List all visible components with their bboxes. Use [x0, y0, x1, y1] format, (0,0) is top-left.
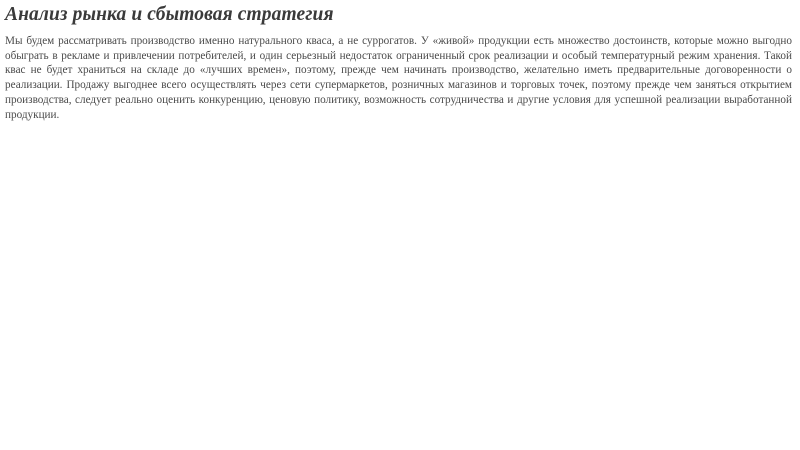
slide-title: Анализ рынка и сбытовая стратегия: [5, 4, 334, 25]
slide-body-text: Мы будем рассматривать производство именно натурального кваса, а не суррогатов. У «живой» продукции есть множество достоинств, которые можно выгодно обыграть в рекламе и привлечении потребителей, и один серьезный недостаток ограниченный срок реализации и особый температурный режим хранения. Такой квас не будет храниться на складе до «лучших времен», поэтому, прежде чем начинать производство, желательно иметь предварительные договоренности о реализации. Продажу выгоднее всего осуществлять через сети супермаркетов, розничных магазинов и торговых точек, поэтому прежде чем заняться открытием производства, следует реально оценить конкуренцию, ценовую политику, возможность сотрудничества и другие условия для успешной реализации выработанной продукции.: [5, 35, 792, 121]
